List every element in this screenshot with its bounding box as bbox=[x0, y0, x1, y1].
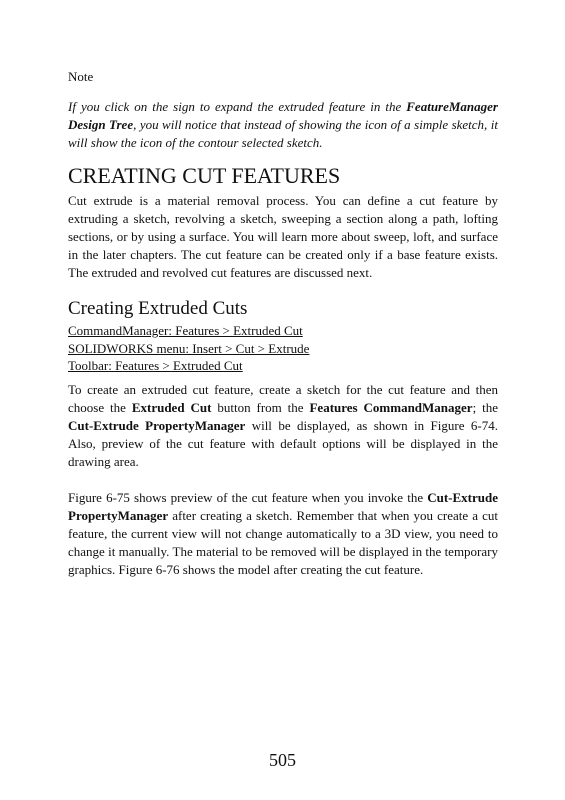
paragraph-gap bbox=[68, 471, 498, 489]
section-heading: CREATING CUT FEATURES bbox=[68, 163, 341, 188]
note-text-bold: FeatureManager Design Tree bbox=[68, 99, 498, 132]
para1-text-2: button from the bbox=[211, 399, 310, 415]
para1-bold-3: Cut-Extrude PropertyManager bbox=[68, 417, 246, 433]
section-intro-paragraph: Cut extrude is a material removal process. You can define a cut feature by extruding a sketch, revolving a sketch, sweeping a section along a path, lofting sections, or by using a surface. You will learn more about sweep, loft, and surface in the later chapters. The cut feature can be created only if a base feature exists. The extruded and revolved cut features are discussed next. bbox=[68, 193, 498, 280]
para2-text-1: Figure 6-75 shows preview of the cut feature when you invoke the bbox=[68, 489, 428, 505]
extruded-cut-paragraph-2 bbox=[68, 489, 498, 579]
note-text bbox=[68, 98, 498, 152]
page-number: 505 bbox=[269, 750, 296, 770]
extruded-cut-paragraph-1 bbox=[68, 381, 498, 471]
note-label: Note bbox=[68, 69, 94, 84]
note-text-part2: , you will notice that instead of showing the icon of a simple sketch, it will show the icon of the contour selected sketch. bbox=[68, 117, 498, 150]
para1-text-4: will be displayed, as shown in Figure 6-74. Also, preview of the cut feature with default options will be displayed in the drawing area. bbox=[68, 417, 498, 469]
command-path-menu: SOLIDWORKS menu: Insert > Cut > Extrude bbox=[68, 340, 310, 356]
para1-bold-1: Extruded Cut bbox=[131, 399, 212, 415]
subsection-heading: Creating Extruded Cuts bbox=[68, 298, 248, 319]
para1-text-1: To create an extruded cut feature, create a sketch for the cut feature and then choose the bbox=[68, 381, 498, 415]
para1-text-3: ; the bbox=[472, 399, 499, 415]
para2-text-2: after creating a sketch. Remember that when you create a cut feature, the current view will not change automatically to a 3D view, you need to change it manually. The material to be removed will be displayed in the temporary graphics. Figure 6-76 shows the model after creating the cut feature. bbox=[68, 507, 498, 577]
page-content bbox=[68, 68, 498, 579]
para2-bold-1: Cut-Extrude PropertyManager bbox=[68, 489, 498, 523]
note-text-part1: If you click on the sign to expand the extruded feature in the bbox=[68, 99, 407, 114]
command-paths bbox=[68, 322, 498, 375]
para1-bold-2: Features CommandManager bbox=[309, 399, 473, 415]
command-path-toolbar: Toolbar: Features > Extruded Cut bbox=[68, 358, 243, 373]
command-path-commandmanager: CommandManager: Features > Extruded Cut bbox=[68, 323, 303, 338]
